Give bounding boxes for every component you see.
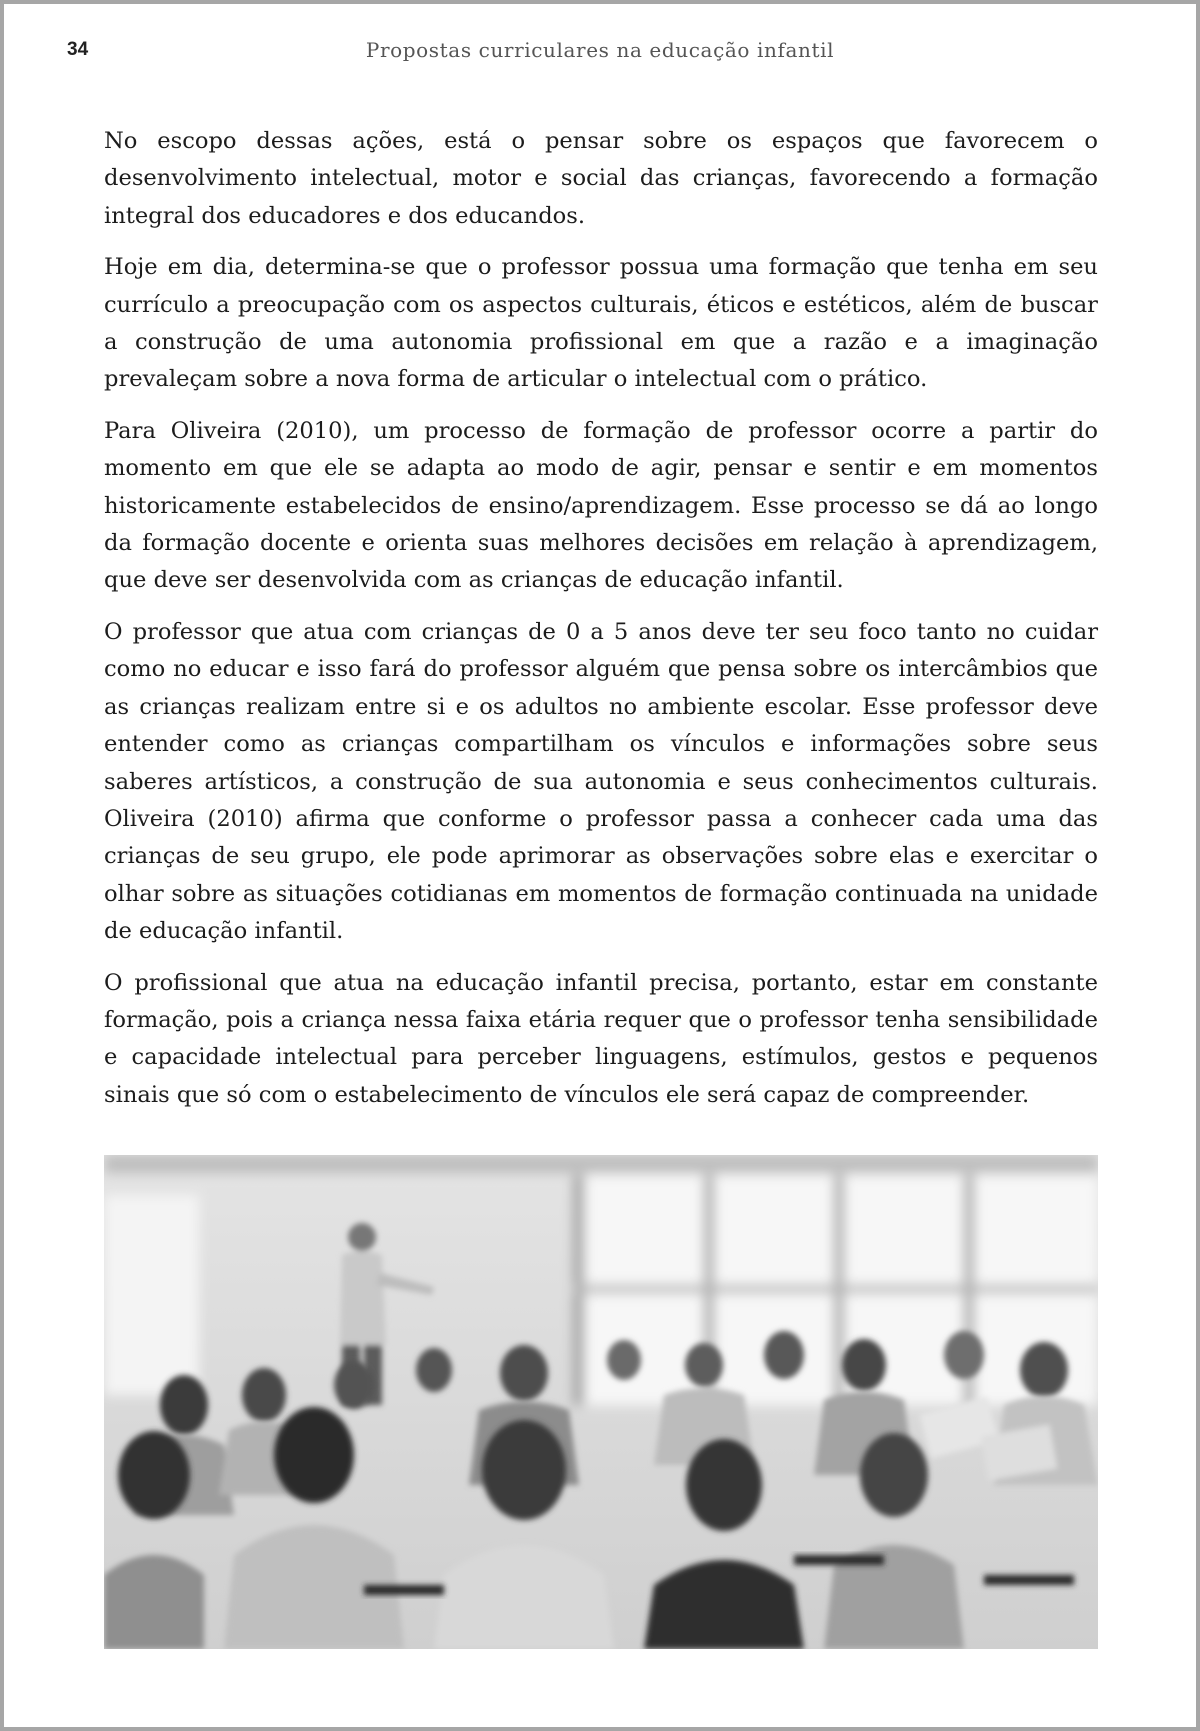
- paragraph: Para Oliveira (2010), um processo de formação de professor ocorre a partir do momento em que ele se adapta ao modo de agir, pensar e sentir e em momentos historicamente estabelecidos de ensino/aprendizagem. Esse processo se dá ao longo da formação docente e orienta suas melhores decisões em relação à aprendizagem, que deve ser desenvolvida com as crianças de educação infantil.: [104, 417, 1098, 594]
- classroom-photo-illustration: [104, 1155, 1098, 1649]
- page-number: 34: [67, 39, 89, 60]
- body-text: [104, 123, 1098, 1128]
- paragraph: O professor que atua com crianças de 0 a 5 anos deve ter seu foco tanto no cuidar como no educar e isso fará do professor alguém que pensa sobre os intercâmbios que as crianças realizam entre si e os adultos no ambiente escolar. Esse professor deve entender como as crianças compartilham os vínculos e informações sobre seus saberes artísticos, a construção de sua autonomia e seus conhecimentos culturais. Oliveira (2010) afirma que conforme o professor passa a conhecer cada uma das crianças de seu grupo, ele pode aprimorar as observações sobre elas e exercitar o olhar sobre as situações cotidianas em momentos de formação continuada na unidade de educação infantil.: [104, 618, 1098, 945]
- paragraph: No escopo dessas ações, está o pensar sobre os espaços que favorecem o desenvolvimento intelectual, motor e social das crianças, favorecendo a formação integral dos educadores e dos educandos.: [104, 128, 1098, 229]
- classroom-photo: [104, 1155, 1098, 1649]
- paragraph: O profissional que atua na educação infantil precisa, portanto, estar em constante formação, pois a criança nessa faixa etária requer que o professor tenha sensibilidade e capacidade intelectual para perceber linguagens, estímulos, gestos e pequenos sinais que só com o estabelecimento de vínculos ele será capaz de compreender.: [104, 969, 1098, 1108]
- paragraph: Hoje em dia, determina-se que o professor possua uma formação que tenha em seu currículo a preocupação com os aspectos culturais, éticos e estéticos, além de buscar a construção de uma autonomia profissional em que a razão e a imaginação prevaleçam sobre a nova forma de articular o intelectual com o prático.: [104, 254, 1098, 393]
- running-title: Propostas curriculares na educação infantil: [365, 38, 835, 62]
